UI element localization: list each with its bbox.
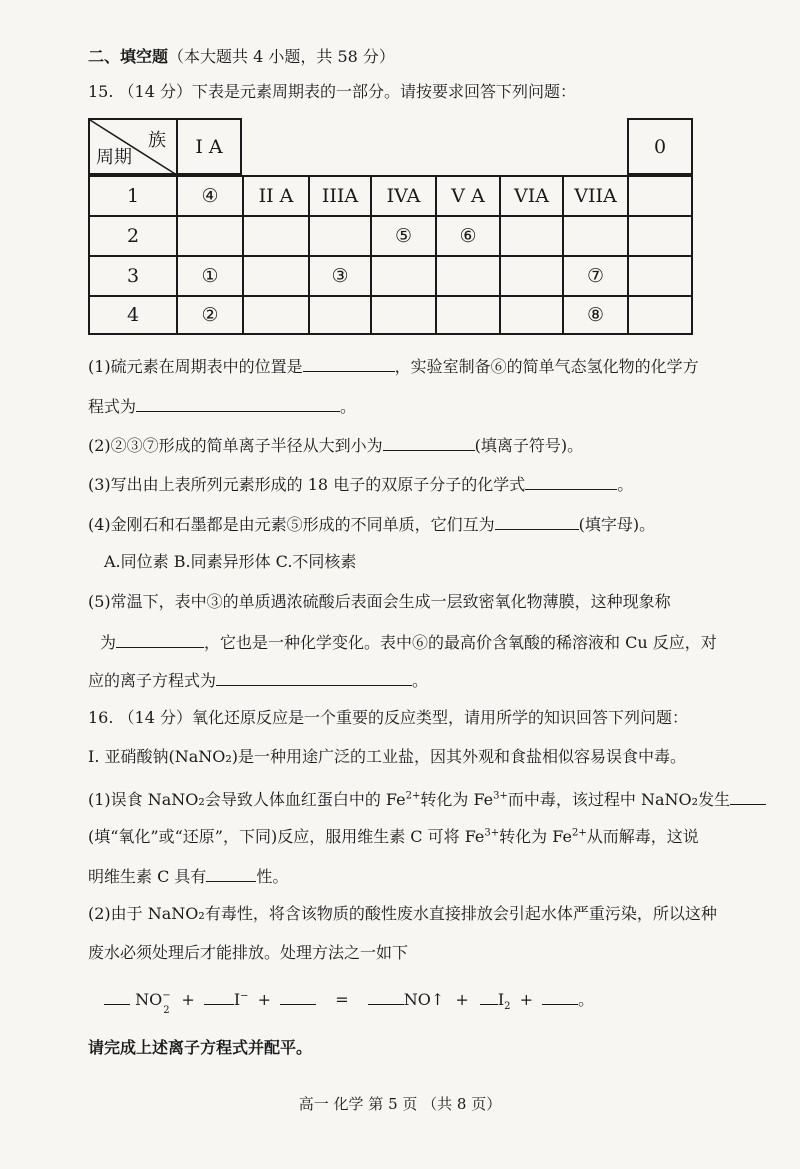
table-cell: ③ (308, 255, 372, 297)
table-cell (627, 215, 693, 257)
q15-p5-text-e: 。 (412, 671, 429, 690)
answer-blank-equation[interactable] (136, 394, 340, 412)
q16-intro: I. 亚硝酸钠(NaNO₂)是一种用途广泛的工业盐，因其外观和食盐相似容易误食中毒。 (88, 747, 687, 766)
answer-blank-reducing[interactable] (206, 864, 256, 882)
group-header: V A (435, 175, 501, 217)
eq-i2-subscript: 2 (504, 1001, 511, 1013)
answer-blank-sulfur-position[interactable] (303, 354, 395, 372)
q15-p2-text-a: (2)②③⑦形成的简单离子半径从大到小为 (88, 436, 383, 455)
q15-p3-text-a: (3)写出由上表所列元素形成的 18 电子的双原子分子的化学式 (88, 475, 526, 494)
q16-p1-text-e: 转化为 Fe (499, 827, 572, 846)
table-cell (627, 295, 693, 335)
period-label: 2 (88, 215, 178, 257)
table-cell (370, 255, 437, 297)
table-cell (435, 295, 501, 335)
ion-charge: 3+ (484, 827, 500, 839)
group-header: VIIA (562, 175, 629, 217)
page-footer: 高一 化学 第 5 页 （共 8 页） (298, 1095, 502, 1113)
corner-group-label: 族 (148, 130, 166, 151)
ion-charge: 2+ (405, 790, 421, 802)
q16-stem: 16. （14 分）氧化还原反应是一个重要的反应类型，请用所学的知识回答下列问题： (88, 708, 688, 727)
table-cell (308, 215, 372, 257)
q15-part5-line3 (88, 668, 428, 692)
q15-p2-text-b: (填离子符号)。 (474, 436, 584, 455)
q15-part1-line1 (88, 354, 699, 378)
section-heading (88, 46, 395, 68)
coef-blank-iodide[interactable] (204, 987, 234, 1005)
group-header: IVA (370, 175, 437, 217)
blank-reactant[interactable] (280, 987, 316, 1005)
section-note: （本大题共 4 小题，共 58 分） (168, 47, 395, 66)
q15-p4-text-b: (填字母)。 (578, 515, 656, 534)
answer-blank-formula[interactable] (525, 472, 617, 490)
q15-p1-text-c: 程式为 (88, 397, 137, 416)
table-cell (242, 215, 310, 257)
q16-p1-text-d: (填“氧化”或“还原”，下同)反应，服用维生素 C 可将 Fe (88, 827, 485, 846)
q16-p1-text-h: 性。 (256, 867, 289, 886)
table-cell (627, 255, 693, 297)
group-header: VIA (499, 175, 564, 217)
group-ia-header: I A (176, 118, 242, 175)
q16-part1-line3 (88, 864, 288, 888)
period-label: 1 (88, 175, 178, 217)
table-cell (176, 215, 244, 257)
eq-end: 。 (578, 990, 595, 1009)
eq-plus: + (519, 990, 534, 1009)
table-cell (242, 295, 310, 335)
redox-equation: NO − 2 + I− + = NO↑ + $I_2$ + 。 (104, 987, 594, 1011)
corner-period-label: 周期 (96, 147, 132, 168)
blank-product[interactable] (542, 987, 578, 1005)
q15-part4-options: A.同位素 B.同素异形体 C.不同核素 (104, 552, 357, 571)
table-cell: ④ (176, 175, 244, 217)
q15-p3-text-b: 。 (617, 475, 634, 494)
q15-part3 (88, 472, 633, 496)
table-corner-cell (88, 118, 178, 175)
table-cell (370, 295, 437, 335)
q16-p1-text-b: 转化为 Fe (420, 790, 494, 809)
table-cell: ⑧ (562, 295, 629, 335)
q15-part5-line1: (5)常温下，表中③的单质遇浓硫酸后表面会生成一层致密氧化物薄膜，这种现象称 (88, 592, 671, 611)
table-cell (308, 295, 372, 335)
table-cell: ⑦ (562, 255, 629, 297)
table-cell (627, 175, 693, 217)
q15-p5-text-d: 应的离子方程式为 (88, 671, 217, 690)
q16-part1-line2 (88, 826, 699, 848)
q16-closing-instruction: 请完成上述离子方程式并配平。 (88, 1038, 313, 1057)
q16-p1-text-a: (1)误食 NaNO₂会导致人体血红蛋白中的 Fe (88, 790, 406, 809)
ion-charge: 3+ (493, 790, 508, 802)
q15-p1-text-b: ，实验室制备⑥的简单气态氢化物的化学方 (394, 357, 699, 376)
table-cell (499, 295, 564, 335)
q15-p4-text-a: (4)金刚石和石墨都是由元素⑤形成的不同单质，它们互为 (88, 515, 495, 534)
q15-stem: 15. （14 分）下表是元素周期表的一部分。请按要求回答下列问题： (88, 82, 576, 101)
eq-iodide-charge: − (240, 990, 249, 1002)
q15-part2 (88, 433, 583, 457)
q15-p1-text-d: 。 (340, 397, 357, 416)
group-header: IIIA (308, 175, 372, 217)
table-cell: ⑥ (435, 215, 501, 257)
period-label: 3 (88, 255, 178, 297)
answer-blank-ion-radius[interactable] (383, 433, 475, 451)
eq-no: NO↑ (403, 990, 445, 1009)
period-label: 4 (88, 295, 178, 335)
q16-p1-text-g: 明维生素 C 具有 (88, 867, 207, 886)
table-cell: ⑤ (370, 215, 437, 257)
coef-blank-no2[interactable] (104, 987, 130, 1005)
eq-iodide: I (233, 990, 241, 1009)
group-0-header: 0 (627, 118, 693, 175)
eq-plus: + (257, 990, 272, 1009)
table-cell: ① (176, 255, 244, 297)
q15-p5-text-c: ，它也是一种化学变化。表中⑥的最高价含氧酸的稀溶液和 Cu 反应，对 (204, 633, 717, 652)
table-cell (562, 215, 629, 257)
group-header: II A (242, 175, 310, 217)
table-cell: ② (176, 295, 244, 335)
coef-blank-i2[interactable] (480, 987, 498, 1005)
eq-plus: + (455, 990, 469, 1009)
table-cell (499, 255, 564, 297)
eq-plus: + (181, 990, 195, 1009)
q15-p1-text-a: (1)硫元素在周期表中的位置是 (88, 357, 303, 376)
table-cell (435, 255, 501, 297)
q16-p1-text-f: 从而解毒，这说 (586, 827, 699, 846)
q16-p1-text-c: 而中毒，该过程中 NaNO₂发生 (507, 790, 731, 809)
q16-part2-line1: (2)由于 NaNO₂有毒性，将含该物质的酸性废水直接排放会引起水体严重污染，所以这种 (88, 904, 717, 923)
answer-blank-oxidation[interactable] (730, 787, 766, 805)
table-cell (242, 255, 310, 297)
q15-p5-text-b: 为 (100, 633, 117, 652)
eq-i2: I (497, 990, 505, 1009)
eq-equals: = (335, 990, 349, 1009)
q15-part1-line2 (88, 394, 356, 418)
coef-blank-no[interactable] (368, 987, 404, 1005)
periodic-table (88, 118, 693, 335)
q16-part1-line1 (88, 787, 766, 811)
q15-part5-line2 (100, 630, 717, 654)
q15-part4 (88, 512, 655, 536)
ion-charge: 2+ (571, 827, 587, 839)
answer-blank-passivation[interactable] (116, 630, 204, 648)
answer-blank-allotrope[interactable] (495, 512, 579, 530)
table-cell (499, 215, 564, 257)
eq-no2: NO (135, 990, 163, 1009)
answer-blank-ionic-equation[interactable] (216, 668, 412, 686)
q16-part2-line2: 废水必须处理后才能排放。处理方法之一如下 (88, 943, 409, 962)
section-title: 二、填空题 (88, 47, 169, 66)
